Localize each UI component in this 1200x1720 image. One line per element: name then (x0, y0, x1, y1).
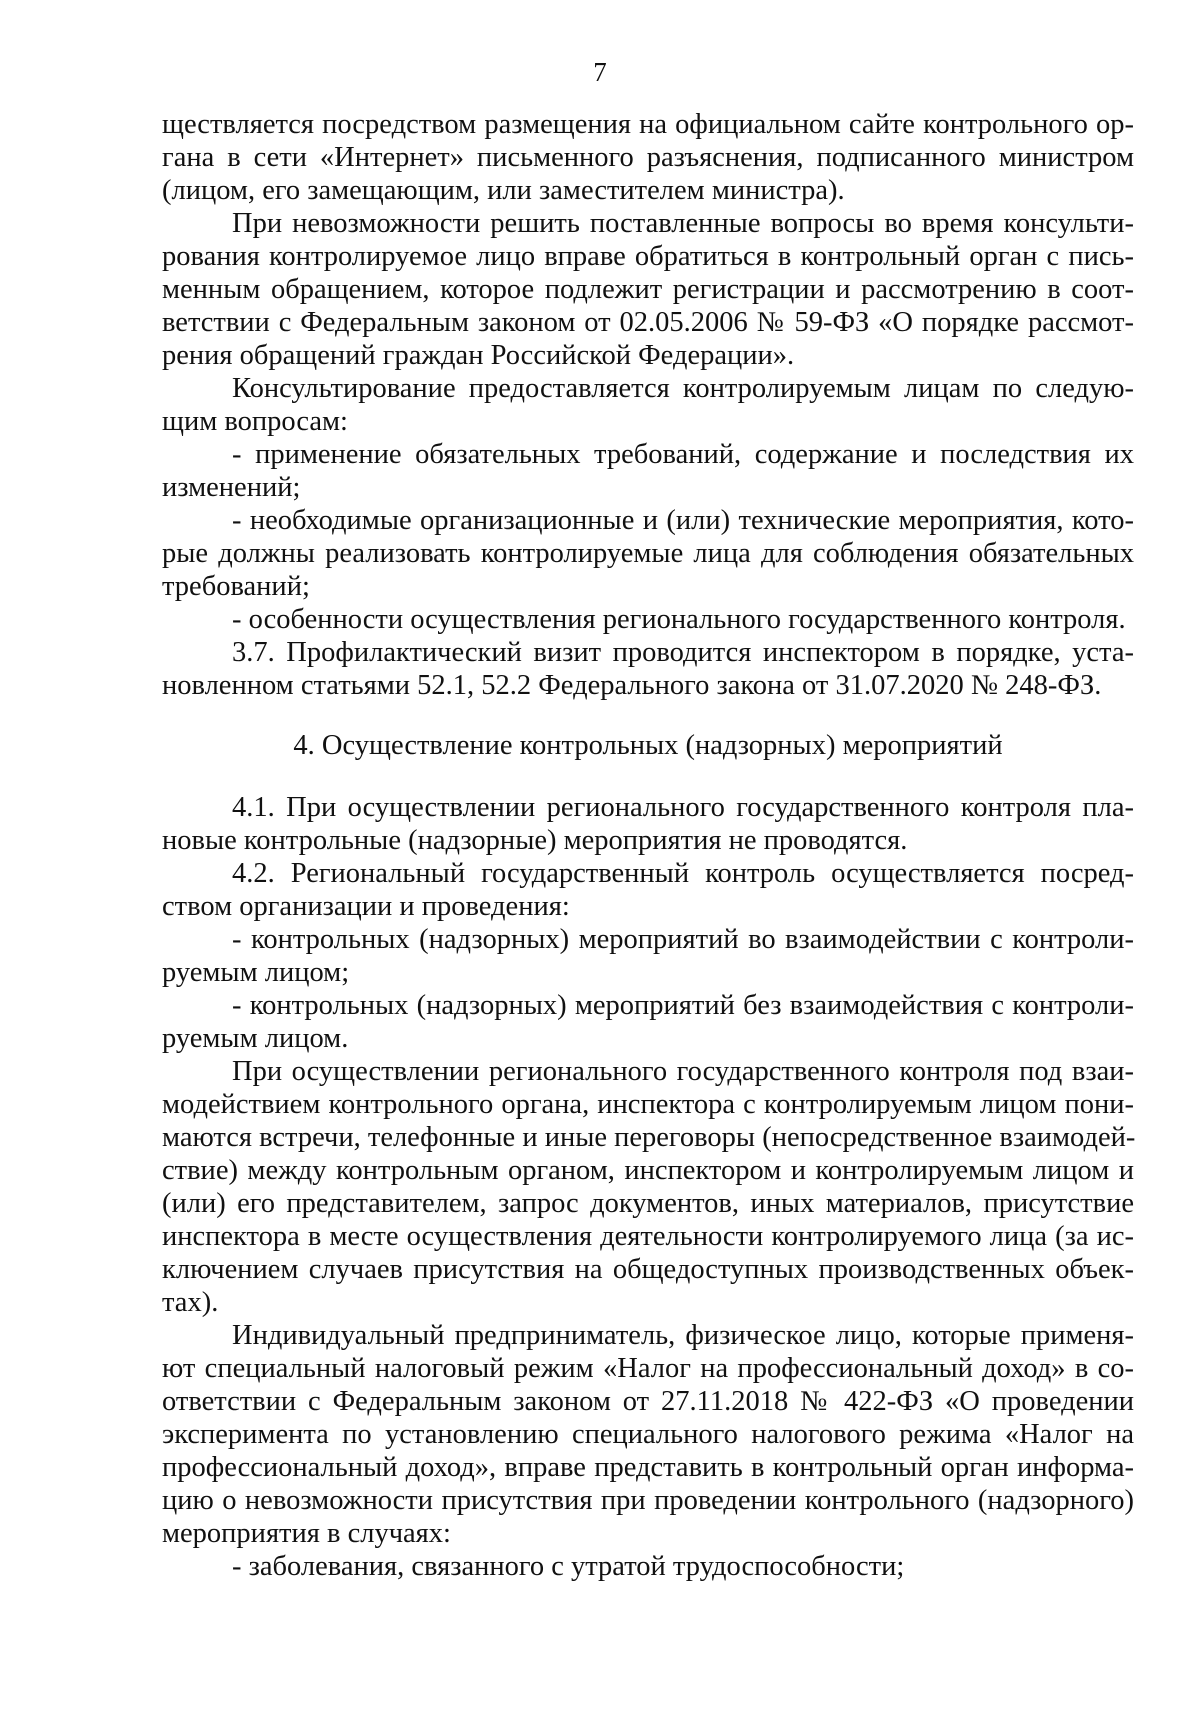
text-line: - особенности осуществления регионального государственного контроля. (232, 604, 1126, 635)
text-line: профессиональный доход», вправе представить в контрольный орган информа- (162, 1452, 1134, 1483)
text-line: - применение обязательных требований, содержание и последствия их (232, 439, 1134, 470)
text-line: требований; (162, 571, 310, 602)
text-line: Консультирование предоставляется контролируемым лицам по следую- (232, 373, 1134, 404)
text-line: ветствии с Федеральным законом от 02.05.2006 № 59-ФЗ «О порядке рассмот- (162, 307, 1134, 338)
text-line: маются встречи, телефонные и иные переговоры (непосредственное взаимодей- (162, 1122, 1136, 1153)
text-line: (лицом, его замещающим, или заместителем министра). (162, 175, 845, 206)
text-line: новленном статьями 52.1, 52.2 Федерального закона от 31.07.2020 № 248-ФЗ. (162, 670, 1102, 701)
text-line: менным обращением, которое подлежит регистрации и рассмотрению в соот- (162, 274, 1134, 305)
text-line: ществляется посредством размещения на официальном сайте контрольного ор- (162, 109, 1134, 140)
text-line: инспектора в месте осуществления деятельности контролируемого лица (за ис- (162, 1221, 1134, 1252)
text-line: щим вопросам: (162, 406, 348, 437)
text-line: мероприятия в случаях: (162, 1518, 451, 1549)
text-line: - необходимые организационные и (или) технические мероприятия, кото- (232, 505, 1134, 536)
text-line: тах). (162, 1287, 219, 1318)
text-line: цию о невозможности присутствия при проведении контрольного (надзорного) (162, 1485, 1134, 1516)
text-line: - заболевания, связанного с утратой трудоспособности; (232, 1551, 905, 1582)
text-line: Индивидуальный предприниматель, физическое лицо, которые применя- (232, 1320, 1134, 1351)
text-line: изменений; (162, 472, 301, 503)
text-line: рения обращений граждан Российской Федерации». (162, 340, 795, 371)
text-line: (или) его представителем, запрос документов, иных материалов, присутствие (162, 1188, 1134, 1219)
text-line: ют специальный налоговый режим «Налог на профессиональный доход» в со- (162, 1353, 1134, 1384)
text-line: ответствии с Федеральным законом от 27.11.2018 № 422-ФЗ «О проведении (162, 1386, 1134, 1417)
text-line: 4.2. Региональный государственный контроль осуществляется посред- (232, 858, 1134, 889)
text-line: 4.1. При осуществлении регионального государственного контроля пла- (232, 792, 1134, 823)
text-line: 3.7. Профилактический визит проводится инспектором в порядке, уста- (232, 637, 1134, 668)
page-number: 7 (593, 57, 607, 87)
text-line: руемым лицом. (162, 1023, 349, 1054)
text-line: ством организации и проведения: (162, 891, 570, 922)
text-line: - контрольных (надзорных) мероприятий без взаимодействия с контроли- (232, 990, 1134, 1021)
text-line: рые должны реализовать контролируемые лица для соблюдения обязательных (162, 538, 1134, 569)
text-line: модействием контрольного органа, инспектора с контролируемым лицом пони- (162, 1089, 1134, 1120)
text-line: ствие) между контрольным органом, инспектором и контролируемым лицом и (162, 1155, 1134, 1186)
text-line: рования контролируемое лицо вправе обратиться в контрольный орган с пись- (162, 241, 1134, 272)
text-line: - контрольных (надзорных) мероприятий во взаимодействии с контроли- (232, 924, 1134, 955)
text-line: При осуществлении регионального государственного контроля под взаи- (232, 1056, 1134, 1087)
text-line: гана в сети «Интернет» письменного разъяснения, подписанного министром (162, 142, 1134, 173)
document-body (162, 108, 1134, 1583)
text-line: новые контрольные (надзорные) мероприятия не проводятся. (162, 825, 908, 856)
section-heading: 4. Осуществление контрольных (надзорных) мероприятий (293, 730, 1003, 761)
text-line: эксперимента по установлению специального налогового режима «Налог на (162, 1419, 1134, 1450)
text-line: руемым лицом; (162, 957, 350, 988)
text-line: При невозможности решить поставленные вопросы во время консульти- (232, 208, 1134, 239)
text-line: ключением случаев присутствия на общедоступных производственных объек- (162, 1254, 1134, 1285)
